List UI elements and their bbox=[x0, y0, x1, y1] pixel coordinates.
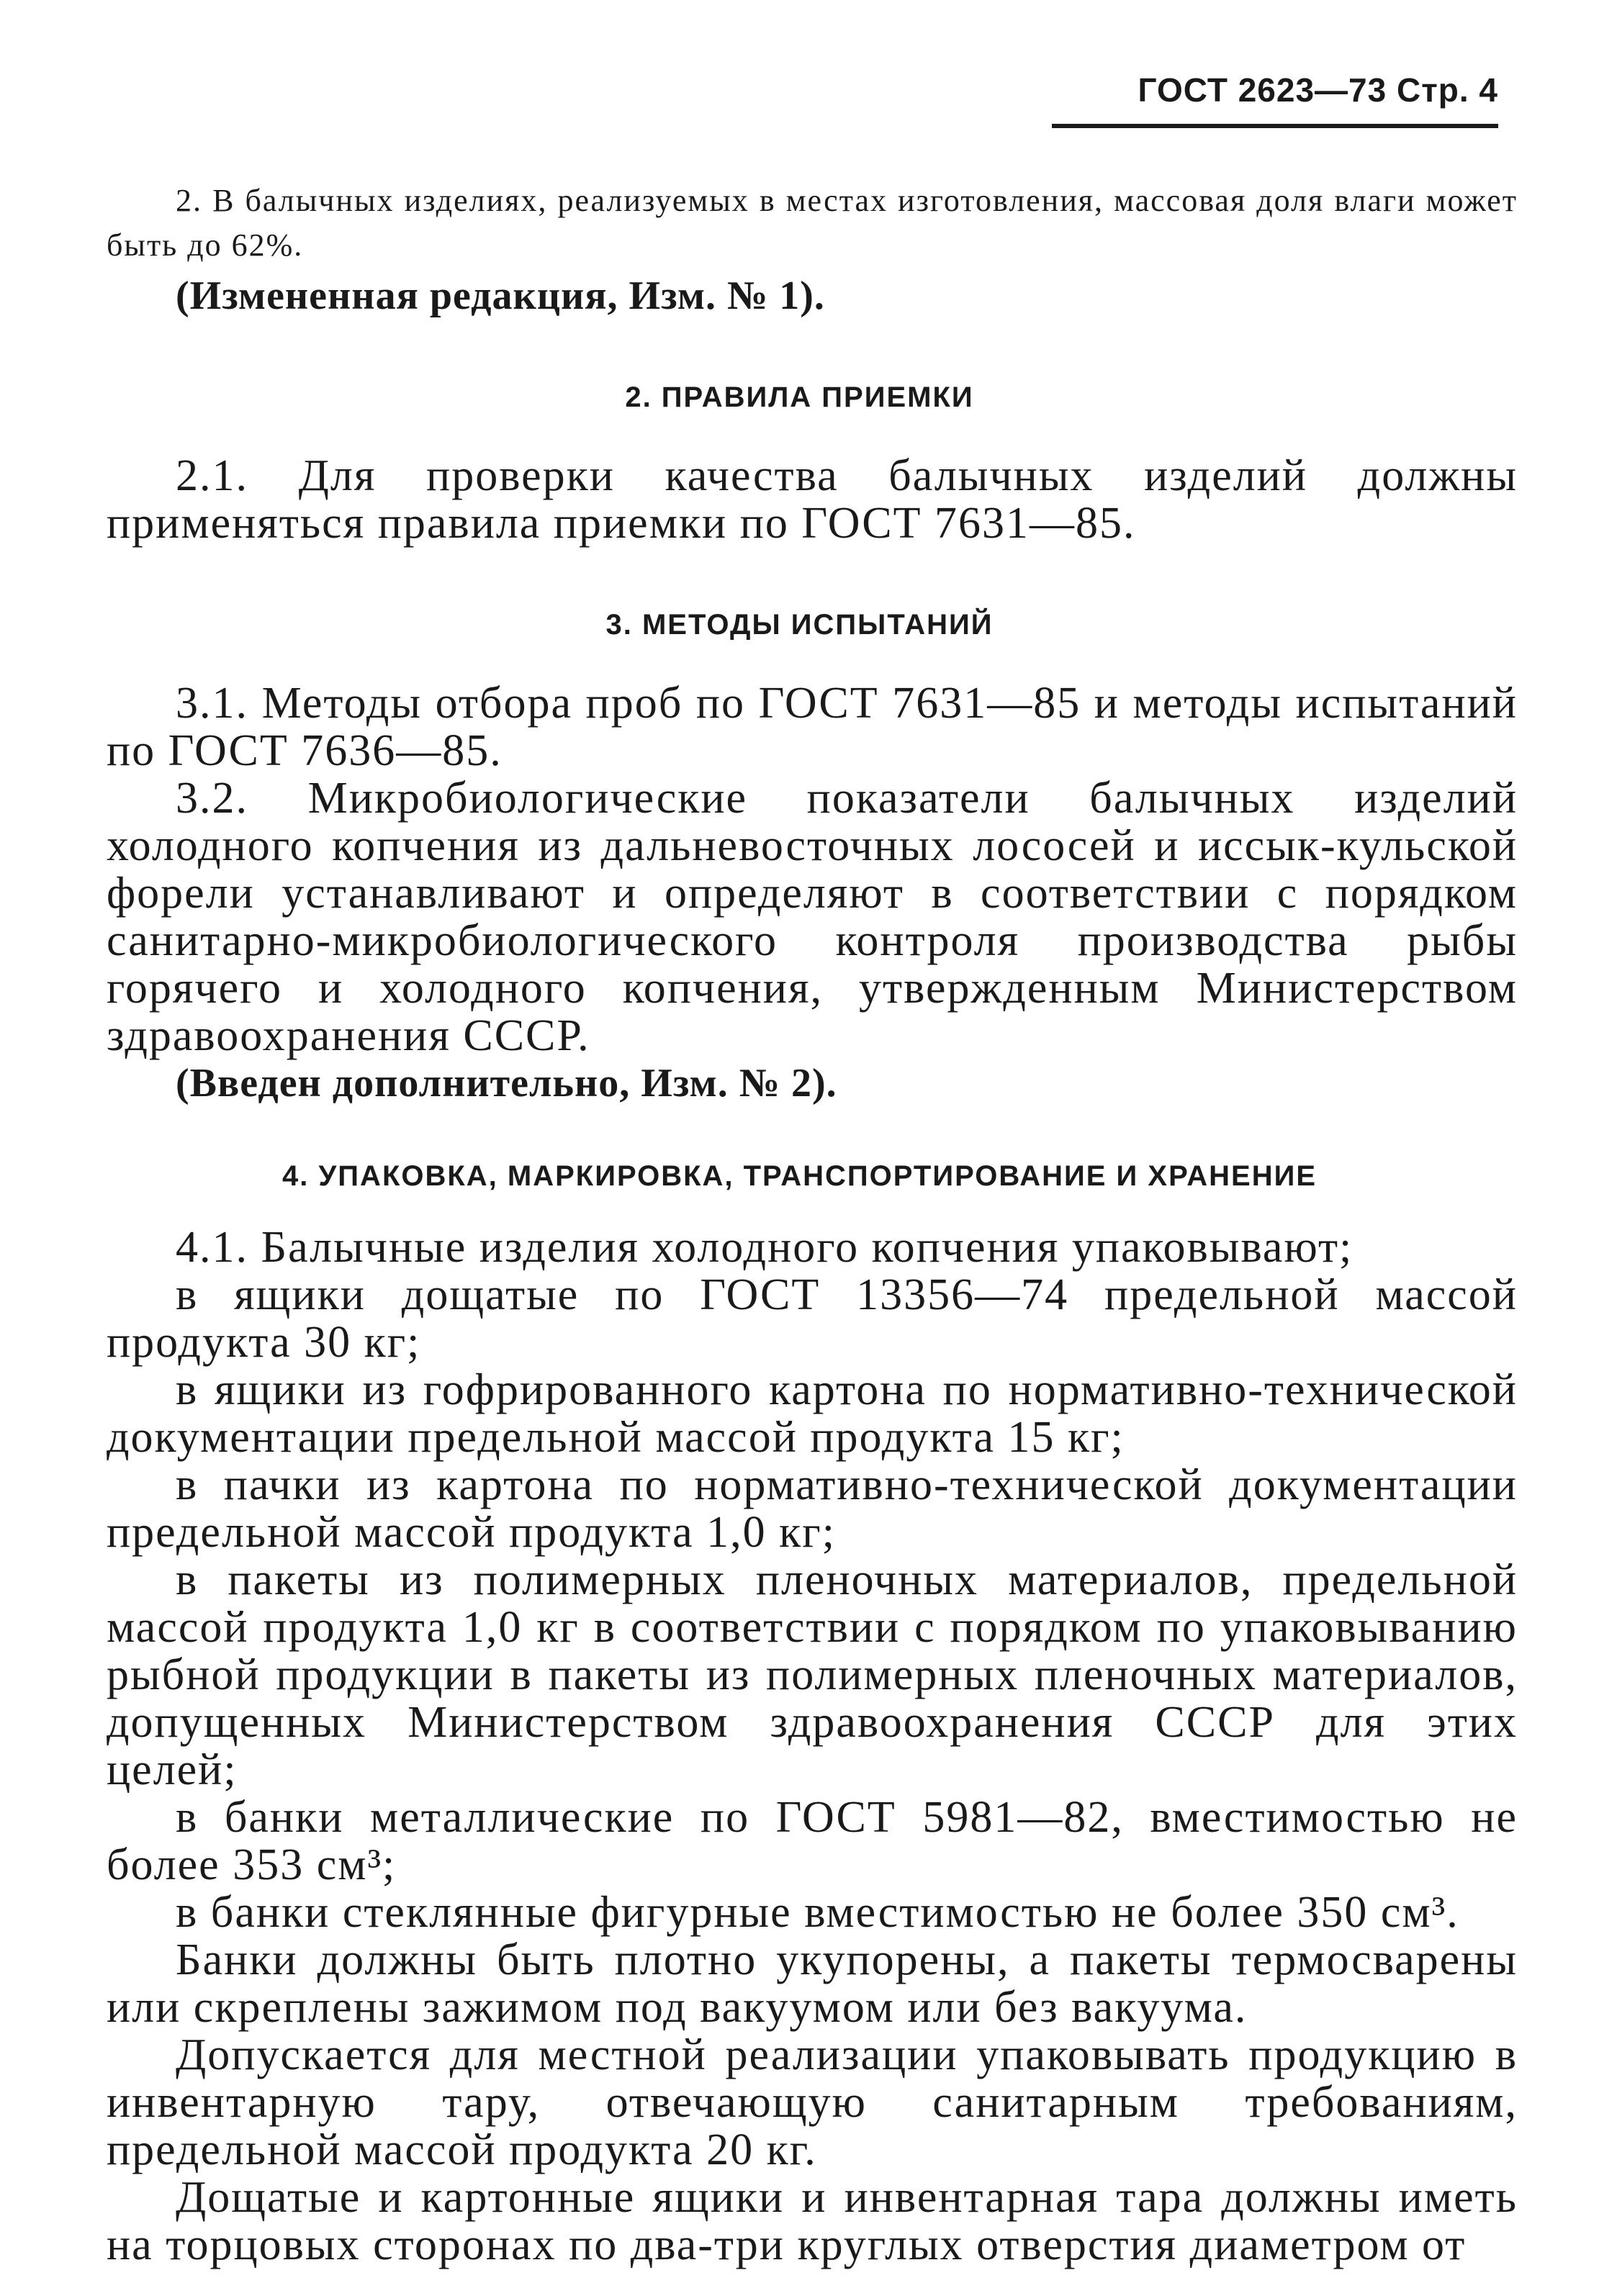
note-2 bbox=[107, 178, 1518, 268]
packaging-wooden-boxes: в ящики дощатые по ГОСТ 13356—74 предельной массой продукта 30 кг; bbox=[107, 1270, 1518, 1367]
note-2-text: 2. В балычных изделиях, реализуемых в местах изготовления, массовая доля влаги может быть до 62%. bbox=[107, 183, 1518, 263]
packaging-polymer-bags: в пакеты из полимерных пленочных материалов, предельной массой продукта 1,0 кг в соответствии с порядком по упаковыванию рыбной продукции в пакеты из полимерных пленочных материалов, допущенных Министерством здравоохранения СССР для этих целей; bbox=[107, 1555, 1518, 1794]
section-2-body bbox=[107, 452, 1518, 547]
amendment-note-1: (Измененная редакция, Изм. № 1). bbox=[176, 274, 825, 318]
paragraph-3-2: 3.2. Микробиологические показатели балычных изделий холодного копчения из дальневосточных лососей и иссык-кульской форели устанавливают и определяют в соответствии с порядком санитарно-микробиологического контроля производства рыбы горячего и холодного копчения, утвержденным Министерством здравоохранения СССР. bbox=[107, 774, 1518, 1060]
section-3-body bbox=[107, 679, 1518, 1107]
header-rule bbox=[1052, 124, 1498, 128]
paragraph-2-1: 2.1. Для проверки качества балычных изделий должны применяться правила приемки по ГОСТ 7631—85. bbox=[107, 451, 1518, 548]
note-2-amendment-block bbox=[107, 272, 1518, 320]
section-4-body bbox=[107, 1224, 1518, 2269]
section-4-heading: 4. УПАКОВКА, МАРКИРОВКА, ТРАНСПОРТИРОВАНИЕ И ХРАНЕНИЕ bbox=[281, 1160, 1318, 1192]
paragraph-3-1: 3.1. Методы отбора проб по ГОСТ 7631—85 и методы испытаний по ГОСТ 7636—85. bbox=[107, 679, 1518, 775]
ventilation-holes-requirement: Дощатые и картонные ящики и инвентарная тара должны иметь на торцовых сторонах по два-три круглых отверстия диаметром от bbox=[107, 2173, 1518, 2269]
paragraph-4-1: 4.1. Балычные изделия холодного копчения упаковывают; bbox=[176, 1223, 1353, 1272]
packaging-corrugated-boxes: в ящики из гофрированного картона по нормативно-технической документации предельной массой продукта 15 кг; bbox=[107, 1365, 1518, 1462]
section-3-heading: 3. МЕТОДЫ ИСПЫТАНИЙ bbox=[605, 609, 994, 641]
section-2-heading: 2. ПРАВИЛА ПРИЕМКИ bbox=[625, 381, 974, 413]
sealing-requirement: Банки должны быть плотно укупорены, а пакеты термосварены или скреплены зажимом под вакуумом или без вакуума. bbox=[107, 1935, 1518, 2032]
packaging-cardboard-packs: в пачки из картона по нормативно-технической документации предельной массой продукта 1,0 кг; bbox=[107, 1460, 1518, 1557]
packaging-glass-jars: в банки стеклянные фигурные вместимостью не более 350 см³. bbox=[176, 1888, 1459, 1937]
running-header: ГОСТ 2623—73 Стр. 4 bbox=[1138, 71, 1498, 109]
amendment-note-2: (Введен дополнительно, Изм. № 2). bbox=[176, 1061, 837, 1106]
local-sale-packaging: Допускается для местной реализации упаковывать продукцию в инвентарную тару, отвечающую санитарным требованиям, предельной массой продукта 20 кг. bbox=[107, 2030, 1518, 2174]
packaging-metal-cans: в банки металлические по ГОСТ 5981—82, вместимостью не более 353 см³; bbox=[107, 1793, 1518, 1889]
